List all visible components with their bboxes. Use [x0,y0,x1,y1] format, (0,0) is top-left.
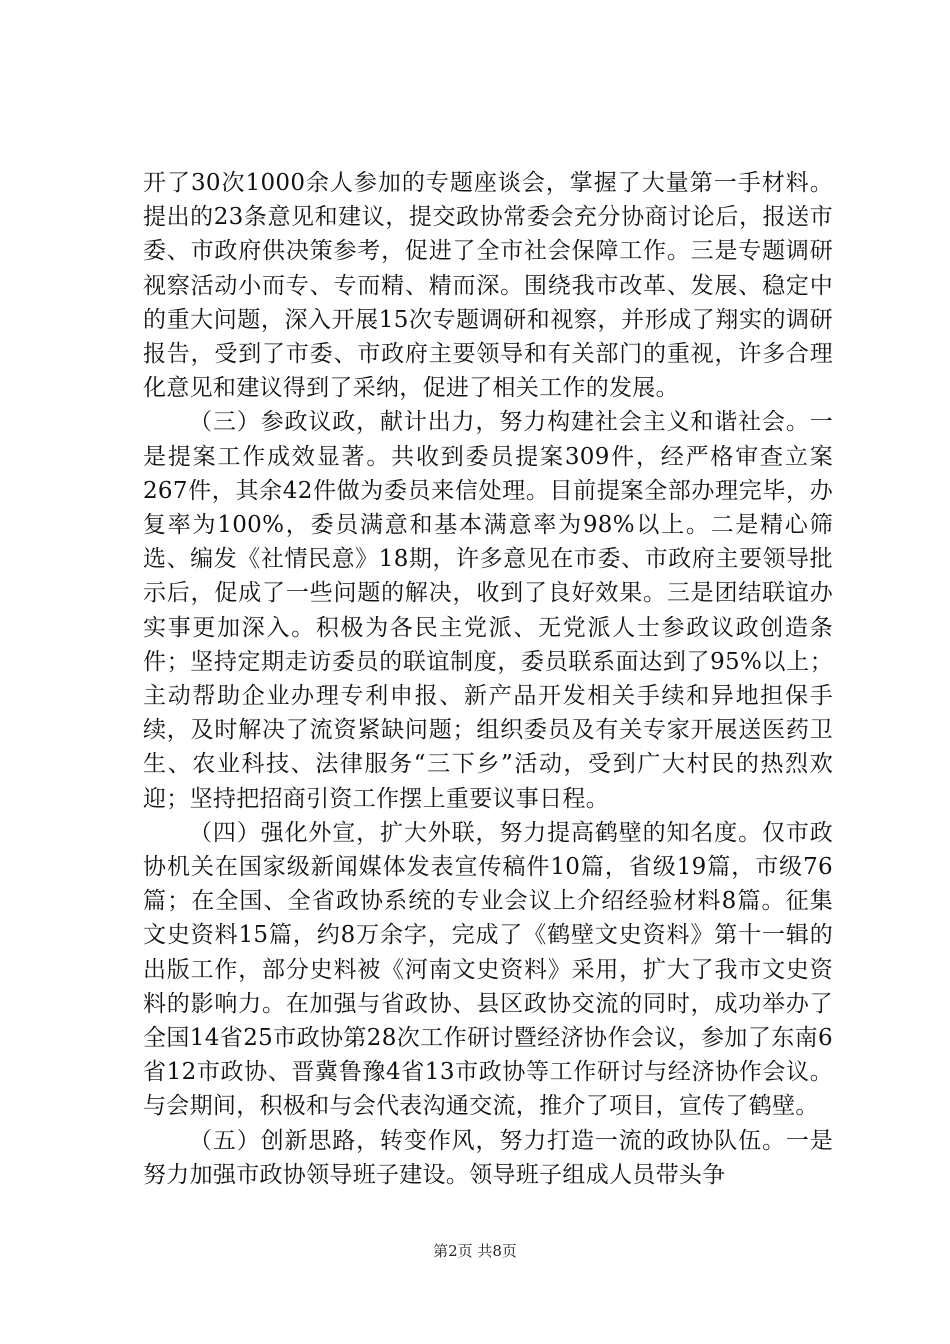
paragraph-section-5: （五）创新思路，转变作风，努力打造一流的政协队伍。一是努力加强市政协领导班子建设。领导班子组成人员带头争 [143,1127,833,1188]
paragraph-section-3: （三）参政议政，献计出力，努力构建社会主义和谐社会。一是提案工作成效显著。共收到委员提案309件，经严格审查立案267件，其余42件做为委员来信处理。目前提案全部办理完毕，办复率为100%，委员满意和基本满意率为98%以上。二是精心筛选、编发《社情民意》18期，许多意见在市委、市政府主要领导批示后，促成了一些问题的解决，收到了良好效果。三是团结联谊办实事更加深入。积极为各民主党派、无党派人士参政议政创造条件；坚持定期走访委员的联谊制度，委员联系面达到了95%以上；主动帮助企业办理专利申报、新产品开发相关手续和异地担保手续，及时解决了流资紧缺问题；组织委员及有关专家开展送医药卫生、农业科技、法律服务“三下乡”活动，受到广大村民的热烈欢迎；坚持把招商引资工作摆上重要议事日程。 [143,409,833,812]
body-text [143,166,833,1192]
page-number: 第2页 共8页 [433,1242,517,1260]
paragraph-section-4: （四）强化外宣，扩大外联，努力提高鹤壁的知名度。仅市政协机关在国家级新闻媒体发表宣传稿件10篇，省级19篇，市级76篇；在全国、全省政协系统的专业会议上介绍经验材料8篇。征集文史资料15篇，约8万余字，完成了《鹤壁文史资料》第十一辑的出版工作，部分史料被《河南文史资料》采用，扩大了我市文史资料的影响力。在加强与省政协、县区政协交流的同时，成功举办了全国14省25市政协第28次工作研讨暨经济协作会议，参加了东南6省12市政协、晋冀鲁豫4省13市政协等工作研讨与经济协作会议。与会期间，积极和与会代表沟通交流，推介了项目，宣传了鹤壁。 [143,819,833,1120]
paragraph-continued: 开了30次1000余人参加的专题座谈会，掌握了大量第一手材料。提出的23条意见和建议，提交政协常委会充分协商讨论后，报送市委、市政府供决策参考，促进了全市社会保障工作。三是专题调研视察活动小而专、专而精、精而深。围绕我市改革、发展、稳定中的重大问题，深入开展15次专题调研和视察，并形成了翔实的调研报告，受到了市委、市政府主要领导和有关部门的重视，许多合理化意见和建议得到了采纳，促进了相关工作的发展。 [143,170,833,402]
page-footer [0,1241,950,1261]
